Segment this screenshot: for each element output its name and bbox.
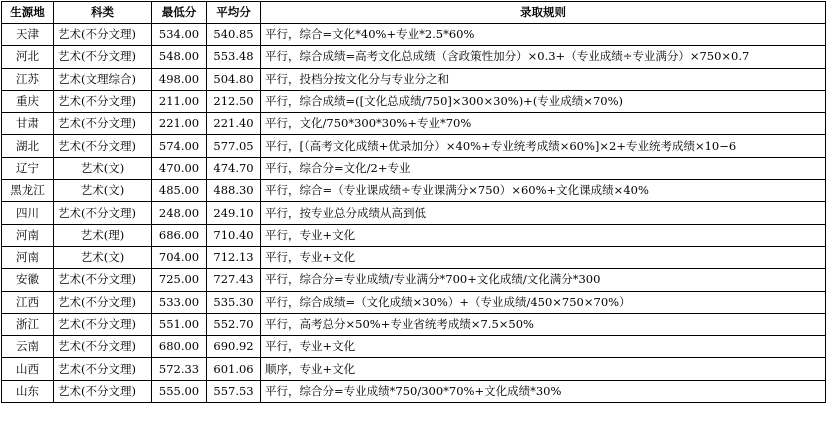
table-row xyxy=(2,269,826,291)
cell-min-score: 555.00 xyxy=(152,380,207,402)
cell-province: 天津 xyxy=(2,24,54,46)
cell-rule: 平行，高考总分×50%+专业省统考成绩×7.5×50% xyxy=(261,313,826,335)
cell-rule: 平行，综合分=专业成绩/专业满分*700+文化成绩/文化满分*300 xyxy=(261,269,826,291)
cell-province: 云南 xyxy=(2,336,54,358)
cell-avg-score: 557.53 xyxy=(207,380,261,402)
cell-rule: 平行，综合分=专业成绩*750/300*70%+文化成绩*30% xyxy=(261,380,826,402)
cell-province: 山西 xyxy=(2,358,54,380)
cell-rule: 平行，综合=（专业课成绩÷专业课满分×750）×60%+文化课成绩×40% xyxy=(261,180,826,202)
table-row xyxy=(2,358,826,380)
cell-rule: 平行，专业+文化 xyxy=(261,246,826,268)
cell-min-score: 498.00 xyxy=(152,68,207,90)
table-row xyxy=(2,90,826,112)
cell-category: 艺术(不分文理) xyxy=(54,380,152,402)
cell-min-score: 572.33 xyxy=(152,358,207,380)
cell-province: 四川 xyxy=(2,202,54,224)
table-row xyxy=(2,46,826,68)
cell-category: 艺术(不分文理) xyxy=(54,135,152,157)
cell-avg-score: 474.70 xyxy=(207,157,261,179)
header-avg-score: 平均分 xyxy=(207,2,261,24)
cell-category: 艺术(不分文理) xyxy=(54,291,152,313)
cell-province: 湖北 xyxy=(2,135,54,157)
cell-rule: 平行，综合成绩=高考文化总成绩（含政策性加分）×0.3+（专业成绩÷专业满分）×750×0.7 xyxy=(261,46,826,68)
cell-min-score: 534.00 xyxy=(152,24,207,46)
cell-avg-score: 552.70 xyxy=(207,313,261,335)
cell-rule: 平行，专业+文化 xyxy=(261,336,826,358)
table-row xyxy=(2,380,826,402)
header-category: 科类 xyxy=(54,2,152,24)
cell-rule: 平行，综合=文化*40%+专业*2.5*60% xyxy=(261,24,826,46)
table-row xyxy=(2,313,826,335)
cell-min-score: 548.00 xyxy=(152,46,207,68)
cell-category: 艺术(不分文理) xyxy=(54,358,152,380)
cell-avg-score: 540.85 xyxy=(207,24,261,46)
cell-avg-score: 221.40 xyxy=(207,113,261,135)
cell-avg-score: 504.80 xyxy=(207,68,261,90)
table-row xyxy=(2,202,826,224)
cell-category: 艺术(文) xyxy=(54,246,152,268)
header-row xyxy=(2,2,826,24)
cell-rule: 平行，专业+文化 xyxy=(261,224,826,246)
cell-category: 艺术(不分文理) xyxy=(54,313,152,335)
cell-category: 艺术(不分文理) xyxy=(54,202,152,224)
cell-province: 辽宁 xyxy=(2,157,54,179)
cell-min-score: 551.00 xyxy=(152,313,207,335)
cell-avg-score: 601.06 xyxy=(207,358,261,380)
cell-avg-score: 690.92 xyxy=(207,336,261,358)
cell-min-score: 725.00 xyxy=(152,269,207,291)
cell-rule: 平行，按专业总分成绩从高到低 xyxy=(261,202,826,224)
cell-rule: 平行，综合分=文化/2+专业 xyxy=(261,157,826,179)
table-row xyxy=(2,113,826,135)
cell-avg-score: 249.10 xyxy=(207,202,261,224)
cell-rule: 平行，[（高考文化成绩+优录加分）×40%+专业统考成绩×60%]×2+专业统考成绩×10−6 xyxy=(261,135,826,157)
header-min-score: 最低分 xyxy=(152,2,207,24)
table-row xyxy=(2,24,826,46)
table-row xyxy=(2,291,826,313)
cell-category: 艺术(不分文理) xyxy=(54,113,152,135)
cell-min-score: 485.00 xyxy=(152,180,207,202)
cell-min-score: 574.00 xyxy=(152,135,207,157)
cell-category: 艺术(不分文理) xyxy=(54,269,152,291)
cell-province: 江西 xyxy=(2,291,54,313)
table-row xyxy=(2,224,826,246)
cell-province: 山东 xyxy=(2,380,54,402)
header-province: 生源地 xyxy=(2,2,54,24)
cell-avg-score: 535.30 xyxy=(207,291,261,313)
cell-province: 浙江 xyxy=(2,313,54,335)
header-rule: 录取规则 xyxy=(261,2,826,24)
table-row xyxy=(2,180,826,202)
cell-min-score: 221.00 xyxy=(152,113,207,135)
cell-category: 艺术(不分文理) xyxy=(54,90,152,112)
cell-rule: 顺序，专业+文化 xyxy=(261,358,826,380)
cell-avg-score: 212.50 xyxy=(207,90,261,112)
cell-province: 江苏 xyxy=(2,68,54,90)
table-row xyxy=(2,157,826,179)
cell-rule: 平行，投档分按文化分与专业分之和 xyxy=(261,68,826,90)
table-row xyxy=(2,135,826,157)
cell-category: 艺术(不分文理) xyxy=(54,336,152,358)
cell-province: 河北 xyxy=(2,46,54,68)
table-body xyxy=(2,24,826,403)
cell-avg-score: 712.13 xyxy=(207,246,261,268)
cell-avg-score: 727.43 xyxy=(207,269,261,291)
cell-min-score: 704.00 xyxy=(152,246,207,268)
cell-min-score: 686.00 xyxy=(152,224,207,246)
cell-province: 河南 xyxy=(2,246,54,268)
table-row xyxy=(2,68,826,90)
cell-rule: 平行，综合成绩=([文化总成绩/750]×300×30%)+(专业成绩×70%) xyxy=(261,90,826,112)
table-row xyxy=(2,246,826,268)
cell-min-score: 470.00 xyxy=(152,157,207,179)
cell-category: 艺术(文) xyxy=(54,180,152,202)
cell-rule: 平行，综合成绩=（文化成绩×30%）+（专业成绩/450×750×70%） xyxy=(261,291,826,313)
cell-min-score: 533.00 xyxy=(152,291,207,313)
cell-category: 艺术(理) xyxy=(54,224,152,246)
cell-province: 安徽 xyxy=(2,269,54,291)
cell-category: 艺术(文理综合) xyxy=(54,68,152,90)
cell-category: 艺术(不分文理) xyxy=(54,46,152,68)
cell-province: 黑龙江 xyxy=(2,180,54,202)
cell-min-score: 248.00 xyxy=(152,202,207,224)
cell-min-score: 211.00 xyxy=(152,90,207,112)
admission-table-container xyxy=(1,1,826,403)
table-row xyxy=(2,336,826,358)
cell-avg-score: 488.30 xyxy=(207,180,261,202)
cell-category: 艺术(不分文理) xyxy=(54,24,152,46)
cell-avg-score: 577.05 xyxy=(207,135,261,157)
cell-category: 艺术(文) xyxy=(54,157,152,179)
cell-province: 重庆 xyxy=(2,90,54,112)
cell-rule: 平行，文化/750*300*30%+专业*70% xyxy=(261,113,826,135)
admission-table xyxy=(1,1,826,403)
cell-province: 河南 xyxy=(2,224,54,246)
cell-avg-score: 710.40 xyxy=(207,224,261,246)
cell-province: 甘肃 xyxy=(2,113,54,135)
cell-min-score: 680.00 xyxy=(152,336,207,358)
cell-avg-score: 553.48 xyxy=(207,46,261,68)
